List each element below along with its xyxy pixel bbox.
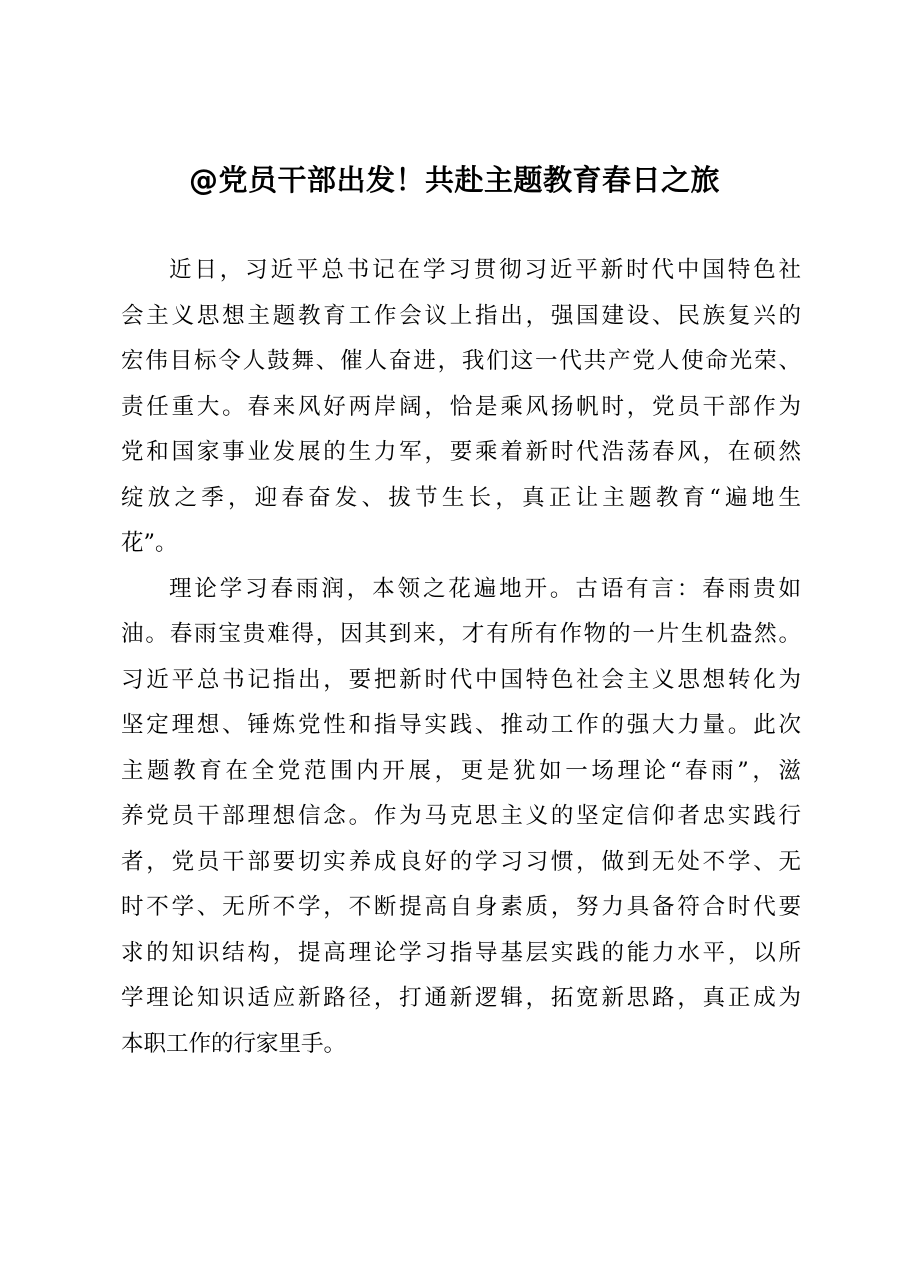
- paragraph-line: 花”。: [121, 530, 178, 556]
- paragraph-line: 理论学习春雨润，本领之花遍地开。古语有言：春雨贵如: [169, 575, 801, 602]
- paragraph-line: 者，党员干部要切实养成良好的学习习惯，做到无处不学、无: [121, 848, 801, 875]
- paragraph-line: 绽放之季，迎春奋发、拔节生长，真正让主题教育“遍地生: [121, 484, 801, 511]
- paragraph-line: 责任重大。春来风好两岸阔，恰是乘风扬帆时，党员干部作为: [121, 393, 801, 420]
- paragraph-1: [121, 248, 801, 567]
- paragraph-line: 本职工作的行家里手。: [121, 1030, 347, 1057]
- paragraph-line: 主题教育在全党范围内开展，更是犹如一场理论“春雨”，滋: [121, 757, 801, 784]
- paragraph-line: 宏伟目标令人鼓舞、催人奋进，我们这一代共产党人使命光荣、: [121, 348, 801, 374]
- paragraph-line: 时不学、无所不学，不断提高自身素质，努力具备符合时代要: [121, 894, 801, 920]
- paragraph-line: 坚定理想、锤炼党性和指导实践、推动工作的强大力量。此次: [121, 712, 801, 738]
- paragraph-line: 习近平总书记指出，要把新时代中国特色社会主义思想转化为: [121, 666, 801, 693]
- paragraph-line: 近日，习近平总书记在学习贯彻习近平新时代中国特色社: [169, 257, 801, 283]
- paragraph-line: 养党员干部理想信念。作为马克思主义的坚定信仰者忠实践行: [121, 803, 801, 829]
- paragraph-line: 油。春雨宝贵难得，因其到来，才有所有作物的一片生机盎然。: [121, 621, 801, 647]
- document-body: [121, 248, 801, 1067]
- paragraph-line: 党和国家事业发展的生力军，要乘着新时代浩荡春风，在硕然: [121, 439, 801, 465]
- paragraph-2: [121, 567, 801, 1068]
- document-title: @党员干部出发！共赴主题教育春日之旅: [188, 163, 720, 197]
- paragraph-line: 求的知识结构，提高理论学习指导基层实践的能力水平，以所: [121, 939, 801, 966]
- paragraph-line: 会主义思想主题教育工作会议上指出，强国建设、民族复兴的: [121, 302, 801, 329]
- paragraph-line: 学理论知识适应新路径，打通新逻辑，拓宽新思路，真正成为: [121, 985, 801, 1011]
